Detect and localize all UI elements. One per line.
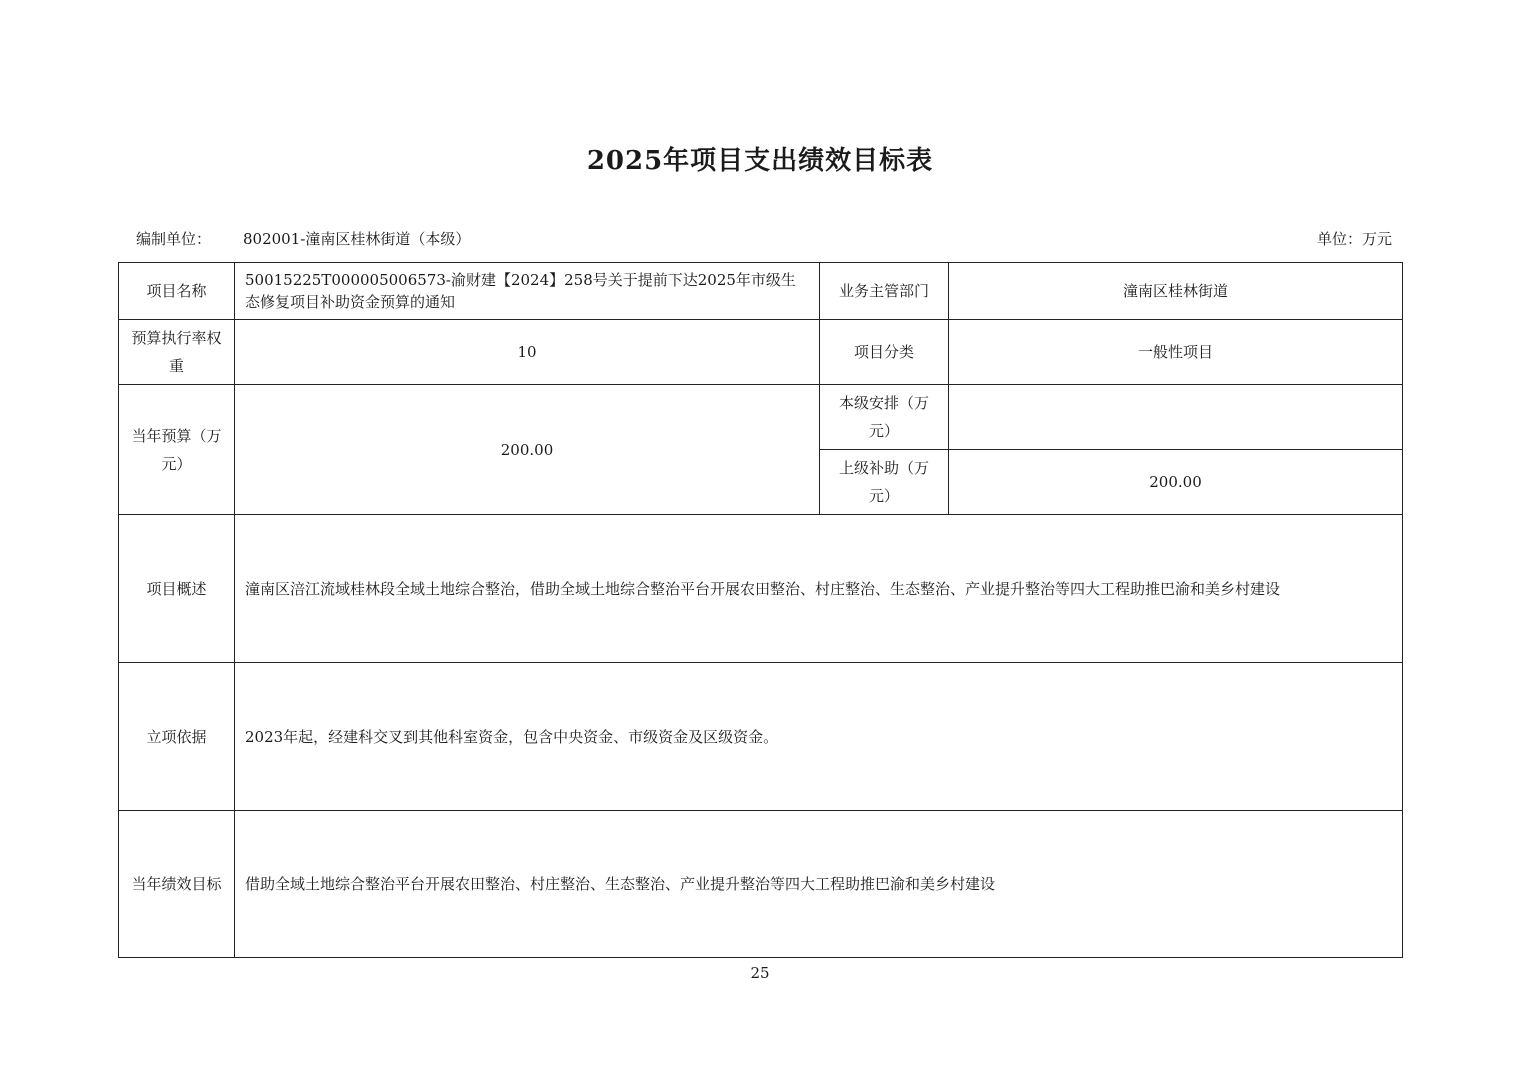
unit-label: 单位：万元 <box>1316 230 1392 248</box>
dept-value: 潼南区桂林街道 <box>949 263 1403 320</box>
exec-rate-label: 预算执行率权重 <box>119 320 235 385</box>
local-value <box>949 385 1403 450</box>
category-label: 项目分类 <box>820 320 949 385</box>
project-name-value: 50015225T000005006573-渝财建【2024】258号关于提前下达2025年市级生态修复项目补助资金预算的通知 <box>235 263 820 320</box>
dept-label: 业务主管部门 <box>820 263 949 320</box>
subsidy-label: 上级补助（万元） <box>820 450 949 515</box>
category-value: 一般性项目 <box>949 320 1403 385</box>
table-row <box>119 385 1403 450</box>
table-row <box>119 515 1403 663</box>
basis-label: 立项依据 <box>119 663 235 811</box>
basis-value: 2023年起，经建科交叉到其他科室资金，包含中央资金、市级资金及区级资金。 <box>235 663 1403 811</box>
table-row <box>119 320 1403 385</box>
exec-rate-value: 10 <box>235 320 820 385</box>
org-label: 编制单位： <box>136 230 212 248</box>
performance-table <box>118 262 1403 958</box>
table-row <box>119 263 1403 320</box>
goal-label: 当年绩效目标 <box>119 811 235 958</box>
page-number: 25 <box>750 964 770 982</box>
document-title: 2025年项目支出绩效目标表 <box>586 146 934 176</box>
local-label: 本级安排（万元） <box>820 385 949 450</box>
overview-value: 潼南区涪江流域桂林段全域土地综合整治，借助全域土地综合整治平台开展农田整治、村庄整治、生态整治、产业提升整治等四大工程助推巴渝和美乡村建设 <box>235 515 1403 663</box>
table-row <box>119 663 1403 811</box>
budget-value: 200.00 <box>235 385 820 515</box>
budget-label: 当年预算（万元） <box>119 385 235 515</box>
project-name-label: 项目名称 <box>119 263 235 320</box>
goal-value: 借助全域土地综合整治平台开展农田整治、村庄整治、生态整治、产业提升整治等四大工程助推巴渝和美乡村建设 <box>235 811 1403 958</box>
overview-label: 项目概述 <box>119 515 235 663</box>
table-row <box>119 811 1403 958</box>
subsidy-value: 200.00 <box>949 450 1403 515</box>
org-value: 802001-潼南区桂林街道（本级） <box>243 230 471 248</box>
